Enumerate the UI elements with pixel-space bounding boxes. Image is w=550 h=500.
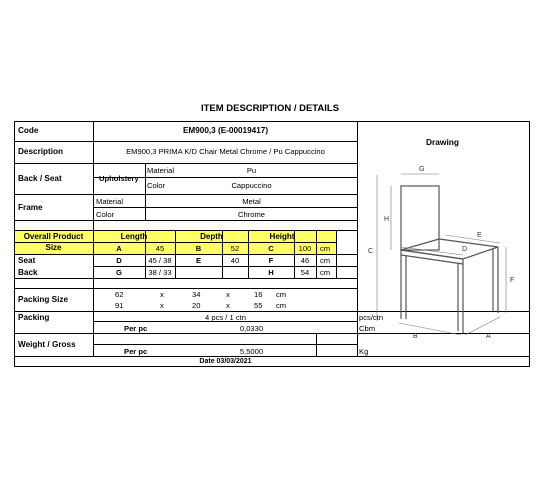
cbm-unit: Cbm: [359, 324, 376, 333]
frame-material-label: Material: [96, 197, 124, 206]
packing-unit: pcs/ctn: [359, 313, 384, 322]
dim-g-value: 38 / 33: [148, 268, 172, 277]
border-right: [529, 121, 530, 367]
dim-f-letter: F: [268, 256, 274, 265]
pack1-length: 62: [115, 290, 124, 299]
description-label: Description: [18, 147, 64, 156]
back-unit: cm: [320, 268, 331, 277]
diagram-letter-f: F: [510, 277, 515, 284]
back-label: Back: [18, 268, 38, 277]
pack2-x1: x: [160, 301, 164, 310]
pack2-x2: x: [226, 301, 230, 310]
pack1-height: 16: [254, 290, 263, 299]
depth-label: Depth: [200, 232, 223, 241]
packing-size-label: Packing Size: [18, 295, 69, 304]
weight-label: Weight / Gross: [18, 340, 76, 349]
cbm-value: 0,0330: [239, 324, 264, 333]
packing-value: 4 pcs / 1 ctn: [205, 313, 246, 322]
pack2-unit: cm: [276, 301, 287, 310]
pack1-width: 34: [192, 290, 201, 299]
dim-b-value: 52: [230, 244, 240, 253]
pack1-x1: x: [160, 290, 164, 299]
pack2-length: 91: [115, 301, 124, 310]
back-seat-label: Back / Seat: [18, 174, 62, 183]
frame-material-value: Metal: [242, 197, 261, 206]
dim-c-value: 100: [298, 244, 312, 253]
dim-e-value: 40: [230, 256, 240, 265]
description-value: EM900,3 PRIMA K/D Chair Metal Chrome / Pu Cappuccino: [126, 147, 325, 156]
diagram-letter-a: A: [486, 333, 491, 340]
pack1-unit: cm: [276, 290, 287, 299]
per-pc-label-1: Per pc: [124, 324, 148, 333]
diagram-letter-g: G: [419, 166, 425, 173]
pack2-height: 55: [254, 301, 263, 310]
dim-h-value: 54: [300, 268, 310, 277]
diagram-letter-e: E: [477, 232, 482, 239]
upholstery-material-label: Material: [147, 166, 175, 175]
code-value: EM900,3 (E-00019417): [182, 126, 269, 135]
seat-label: Seat: [18, 256, 36, 265]
drawing-title: Drawing: [425, 137, 460, 147]
seat-unit: cm: [320, 256, 331, 265]
frame-color-value: Chrome: [237, 210, 265, 219]
frame-color-label: Color: [96, 210, 115, 219]
dim-d-value: 45 / 38: [148, 256, 172, 265]
dim-g-letter: G: [116, 268, 122, 277]
diagram-letter-b: B: [413, 333, 418, 340]
dim-a-value: 45: [155, 244, 165, 253]
date-text: Date 03/03/2021: [199, 358, 252, 365]
document-title: ITEM DESCRIPTION / DETAILS: [200, 103, 340, 114]
upholstery-color-label: Color: [147, 181, 166, 190]
upholstery-label: Upholstery: [99, 174, 139, 183]
chair-seat-edge: [401, 250, 463, 264]
dim-c-letter: C: [268, 244, 274, 253]
dim-f-value: 46: [300, 256, 310, 265]
kg-value: 5,5000: [239, 347, 264, 356]
pack2-width: 20: [192, 301, 201, 310]
dim-h-letter: H: [268, 268, 274, 277]
packing-label: Packing: [18, 313, 50, 322]
overall-unit: cm: [320, 244, 331, 253]
overall-label-line2: Size: [45, 243, 62, 252]
upholstery-color-value: Cappuccino: [231, 181, 272, 190]
frame-label: Frame: [18, 203, 43, 212]
length-label: Length: [120, 232, 148, 241]
spec-sheet: [14, 121, 530, 367]
code-label: Code: [18, 126, 39, 135]
per-pc-label-2: Per pc: [124, 347, 148, 356]
border-top: [14, 121, 530, 122]
diagram-letter-h: H: [384, 216, 390, 223]
height-label: Height: [269, 232, 295, 241]
diagram-letter-d: D: [462, 246, 468, 253]
dim-b-letter: B: [195, 244, 202, 253]
overall-label-line1: Overall Product: [23, 232, 84, 241]
dim-e-letter: E: [195, 256, 202, 265]
kg-unit: Kg: [359, 347, 369, 356]
dim-d-letter: D: [116, 256, 122, 265]
upholstery-material-value: Pu: [246, 166, 257, 175]
diagram-letter-c: C: [368, 248, 374, 255]
dim-line-e: [445, 235, 500, 243]
pack1-x2: x: [226, 290, 230, 299]
dim-a-letter: A: [116, 244, 122, 253]
